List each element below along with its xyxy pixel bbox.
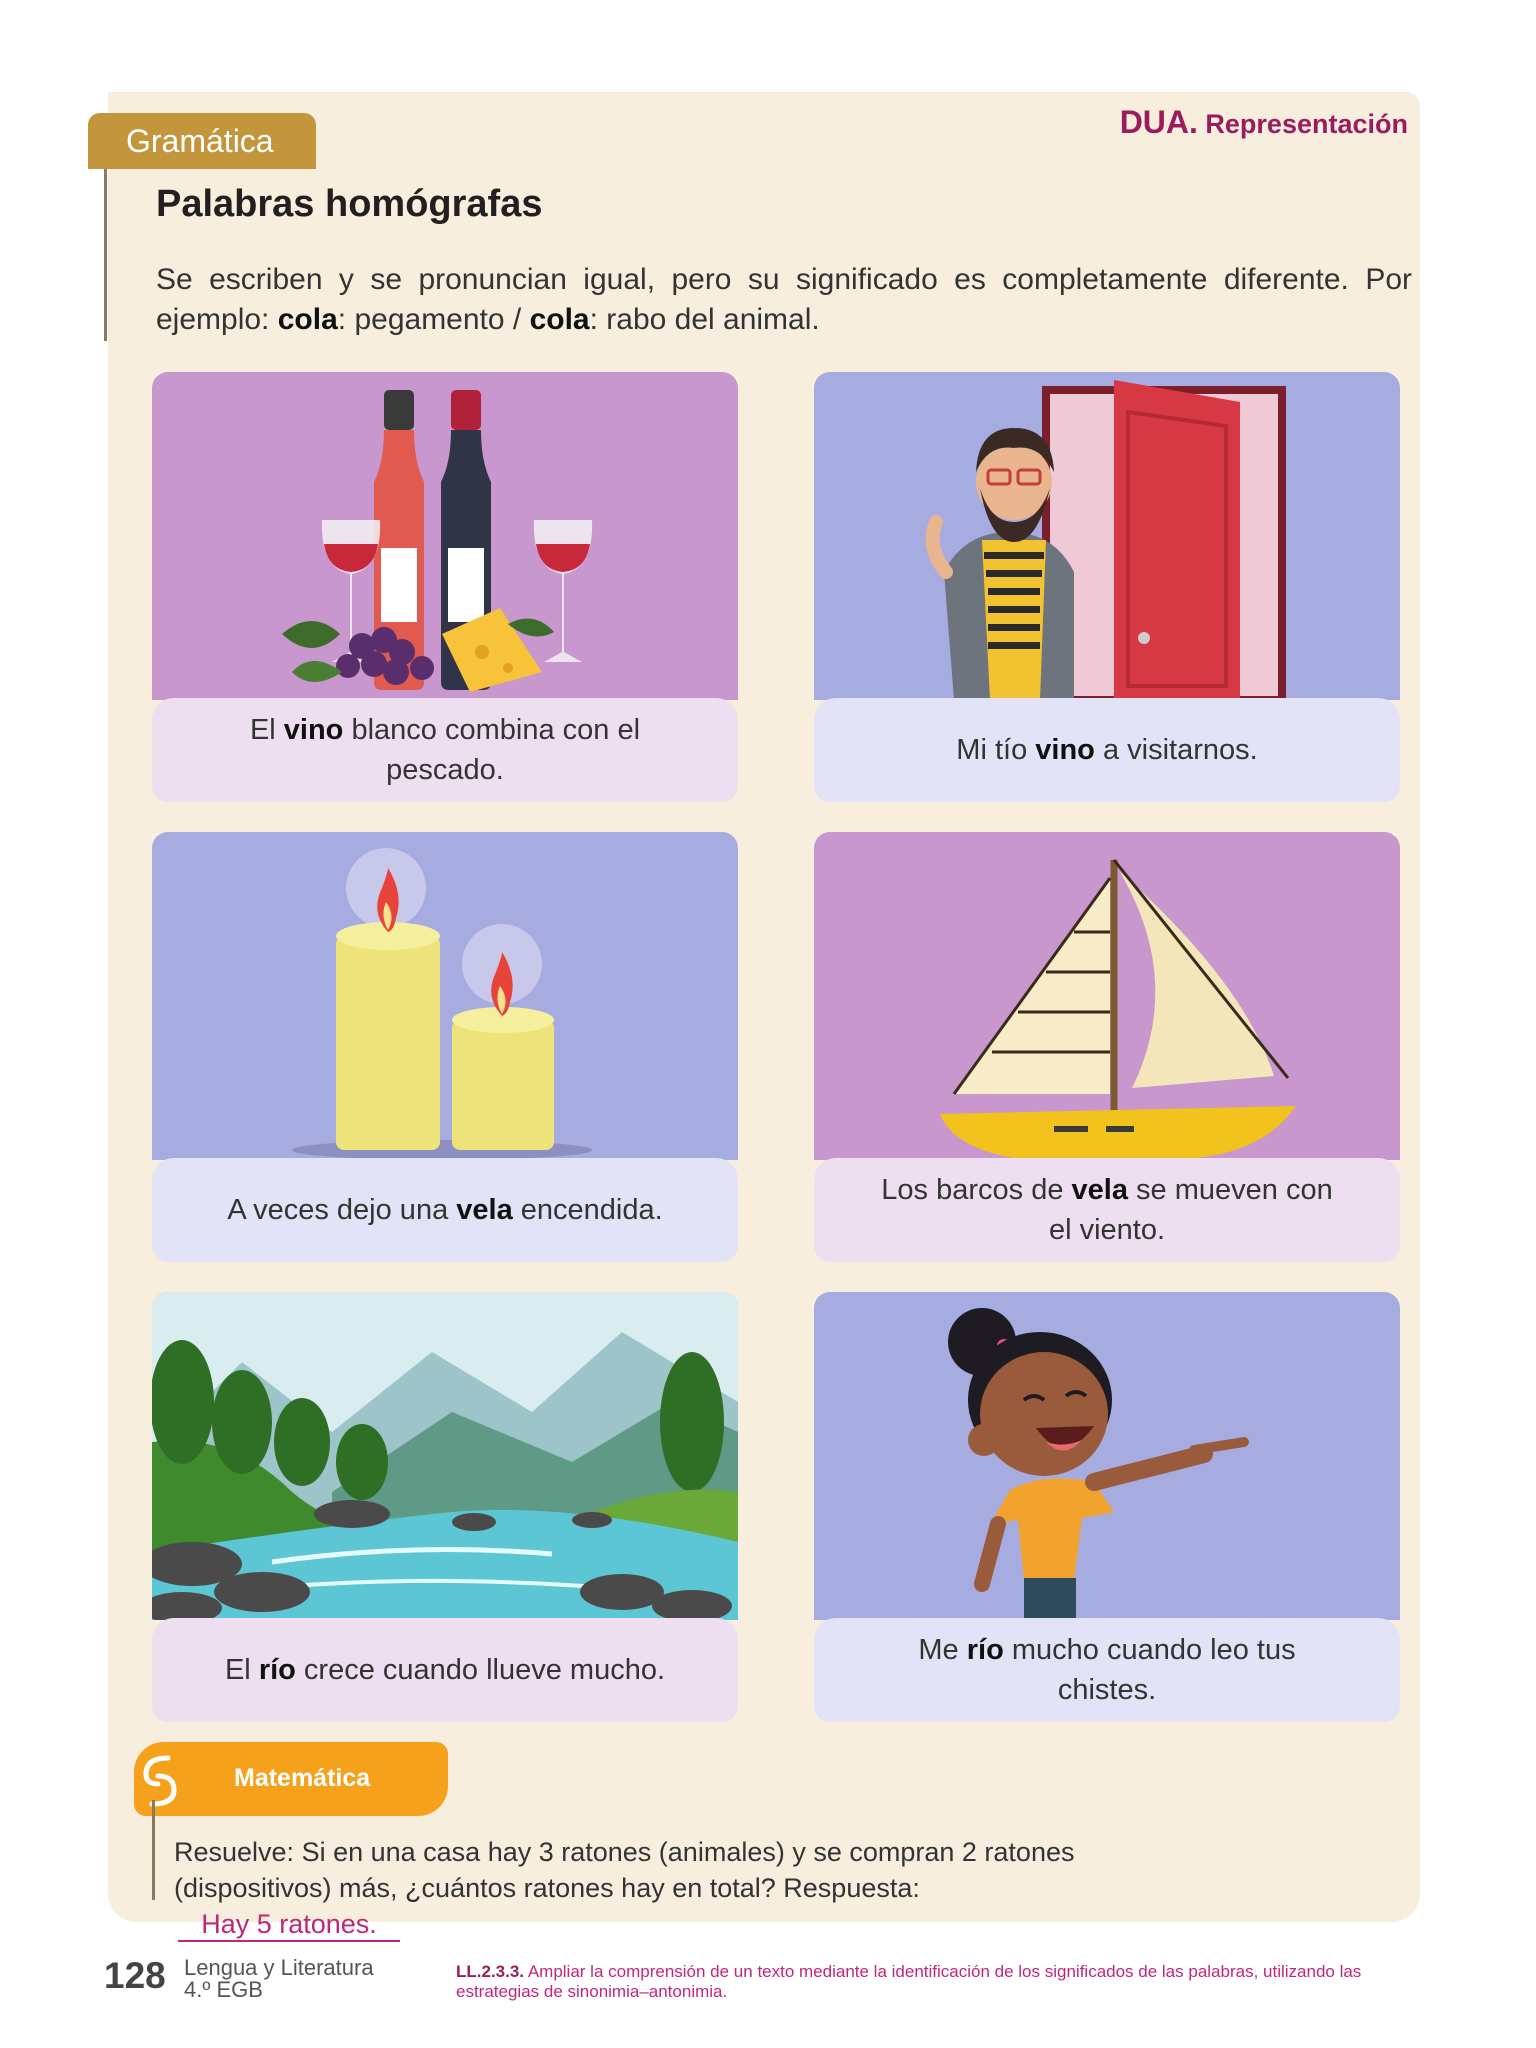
card-caption (814, 1158, 1400, 1262)
dua-acronym: DUA. (1119, 104, 1198, 140)
example-meaning-2: : rabo del animal. (589, 303, 820, 336)
page-number: 128 (104, 1955, 166, 1996)
example-word-2: cola (529, 303, 590, 336)
link-icon (138, 1750, 182, 1810)
caption-before: Me (918, 1634, 967, 1666)
river-illustration (152, 1292, 738, 1620)
caption-before: A veces dejo una (227, 1194, 457, 1226)
caption-before: El (224, 1654, 259, 1686)
card-vino-verbo (814, 372, 1400, 802)
card-rio-verbo (814, 1292, 1400, 1722)
homograph-word: vela (1071, 1174, 1128, 1206)
caption-after: se mueven con el viento. (1048, 1174, 1333, 1246)
skill-description (456, 1962, 1396, 2002)
card-vela-barco (814, 832, 1400, 1262)
sailboat-illustration (814, 832, 1400, 1160)
card-caption (814, 1618, 1400, 1722)
caption-before: El (249, 714, 284, 746)
math-question (174, 1834, 1134, 1942)
example-word-1: cola (277, 303, 338, 336)
intro-text: Se escriben y se pronuncian igual, pero su significado es completamente diferente. Por ejemplo: (156, 263, 1412, 336)
intro-paragraph (156, 260, 1412, 340)
caption-after: mucho cuando leo tus chistes. (1003, 1634, 1296, 1706)
caption-after: encendida. (512, 1194, 663, 1226)
card-caption (152, 1618, 738, 1722)
card-caption (152, 698, 738, 802)
section-divider (104, 169, 107, 341)
card-caption (814, 698, 1400, 802)
homograph-word: vino (1035, 734, 1095, 766)
footer-subject (184, 1957, 374, 2001)
caption-before: Mi tío (956, 734, 1036, 766)
math-divider (152, 1800, 155, 1900)
caption-after: crece cuando llueve mucho. (295, 1654, 666, 1686)
wine-illustration (152, 372, 738, 700)
homograph-word: río (966, 1634, 1004, 1666)
homograph-word: río (258, 1654, 296, 1686)
subject-name: Lengua y Literatura (184, 1955, 374, 1980)
candles-illustration (152, 832, 738, 1160)
math-question-text: Resuelve: Si en una casa hay 3 ratones (animales) y se compran 2 ratones (dispositivos) más, ¿cuántos ratones hay en total? Respuesta: (174, 1837, 1075, 1903)
math-title: Matemática (234, 1764, 371, 1792)
girl-illustration (814, 1292, 1400, 1620)
caption-after: blanco combina con el pescado. (343, 714, 641, 786)
homograph-word: vela (456, 1194, 513, 1226)
section-tab-gramatica: Gramática (88, 113, 316, 169)
skill-text: Ampliar la comprensión de un texto mediante la identificación de los significados de las palabras, utilizando las estrategias de sinonimia–antonimia. (456, 1962, 1362, 2001)
card-caption (152, 1158, 738, 1262)
homograph-word: vino (283, 714, 344, 746)
card-vela-luz (152, 832, 738, 1262)
uncle-illustration (814, 372, 1400, 700)
card-rio-agua (152, 1292, 738, 1722)
grade-level: 4.º EGB (184, 1977, 263, 2002)
example-meaning-1: : pegamento / (337, 303, 530, 336)
caption-before: Los barcos de (881, 1174, 1072, 1206)
caption-after: a visitarnos. (1094, 734, 1258, 766)
dua-label (1120, 104, 1408, 141)
page-title: Palabras homógrafas (156, 183, 543, 225)
math-answer: Hay 5 ratones. (178, 1908, 400, 1942)
skill-code: LL.2.3.3. (456, 1962, 525, 1981)
card-vino-bebida (152, 372, 738, 802)
dua-type: Representación (1205, 109, 1408, 139)
